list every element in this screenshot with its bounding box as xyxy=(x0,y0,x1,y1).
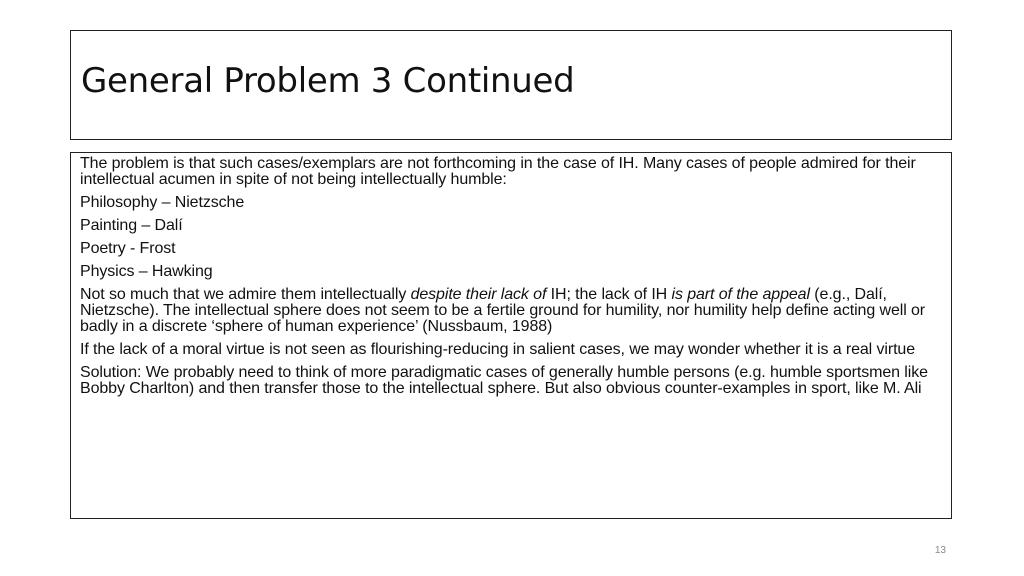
admiration-italic-1: despite their lack of xyxy=(410,286,547,303)
slide-title: General Problem 3 Continued xyxy=(81,61,575,101)
admiration-text-2: IH; the lack of IH xyxy=(546,286,672,303)
paragraph-solution: Solution: We probably need to think of more paradigmatic cases of generally humble persons (e.g. humble sportsmen like Bobby Charlton) and then transfer those to the intellectual sphere. But also obvious counter-examples in sport, like M. Ali xyxy=(80,364,928,397)
title-box xyxy=(70,30,952,140)
admiration-italic-2: is part of the appeal xyxy=(671,286,810,303)
content-box xyxy=(70,152,952,519)
admiration-text-3: (e.g., Dalí, Nietzsche). The intellectual sphere does not seem to be a fertile ground for humility, nor humility help define acting well or badly in a discrete ‘sphere of human experience’ (Nussbaum, 1988) xyxy=(80,286,926,335)
paragraph-poetry: Poetry - Frost xyxy=(80,240,176,257)
paragraph-moral-virtue: If the lack of a moral virtue is not seen as flourishing-reducing in salient cases, we may wonder whether it is a real virtue xyxy=(80,341,916,358)
paragraph-philosophy: Philosophy – Nietzsche xyxy=(80,194,245,211)
paragraph-physics: Physics – Hawking xyxy=(80,263,213,280)
paragraph-admiration xyxy=(80,287,943,335)
page-number: 13 xyxy=(934,545,946,556)
paragraph-painting: Painting – Dalí xyxy=(80,217,183,234)
paragraph-problem: The problem is that such cases/exemplars are not forthcoming in the case of IH. Many cases of people admired for their intellectual acumen in spite of not being intellectually humble: xyxy=(80,155,916,188)
admiration-text-1: Not so much that we admire them intellectually xyxy=(80,286,411,303)
